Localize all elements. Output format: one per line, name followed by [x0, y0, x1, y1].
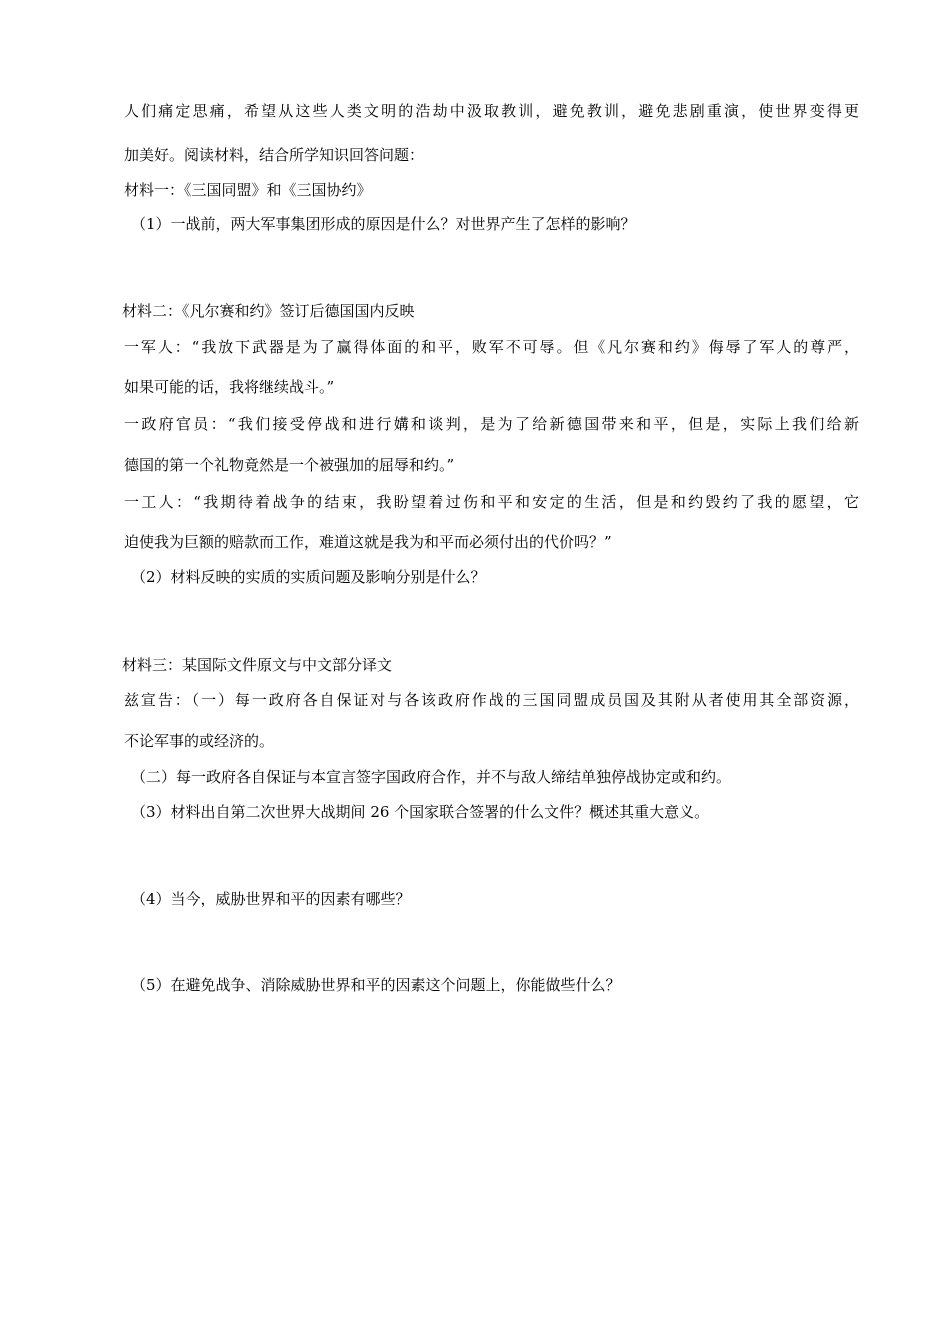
- declaration-clause-2: （二）每一政府各自保证与本宣言签字国政府合作，并不与敌人缔结单独停战协定或和约。: [131, 768, 732, 786]
- material-3-title: 材料三：某国际文件原文与中文部分译文: [122, 656, 393, 674]
- material-2-title: 材料二：《凡尔赛和约》签订后德国国内反映: [122, 302, 415, 320]
- soldier-quote: 一军人：“我放下武器是为了赢得体面的和平，败军不可辱。但《凡尔赛和约》侮辱了军人的尊严，: [124, 338, 859, 356]
- worker-quote-cont: 迫使我为巨额的赔款而工作，难道这就是我为和平而必须付出的代价吗？”: [124, 533, 612, 551]
- question-5: （5）在避免战争、消除威胁世界和平的因素这个问题上，你能做些什么？: [131, 976, 621, 994]
- official-quote-cont: 德国的第一个礼物竟然是一个被强加的屈辱和约。”: [124, 456, 455, 474]
- soldier-quote-cont: 如果可能的话，我将继续战斗。”: [124, 378, 335, 396]
- question-2: （2）材料反映的实质的实质问题及影响分别是什么？: [131, 568, 486, 586]
- official-quote: 一政府官员：“我们接受停战和进行媾和谈判，是为了给新德国带来和平，但是，实际上我们给新: [124, 415, 859, 433]
- intro-text: 人们痛定思痛，希望从这些人类文明的浩劫中汲取教训，避免教训，避免悲剧重演，使世界变得更: [124, 102, 859, 120]
- declaration-text-cont: 不论军事的或经济的。: [124, 732, 275, 750]
- question-1: （1）一战前，两大军事集团形成的原因是什么？对世界产生了怎样的影响？: [131, 215, 636, 233]
- question-4: （4）当今，威胁世界和平的因素有哪些？: [131, 890, 411, 908]
- intro-text-cont: 加美好。阅读材料，结合所学知识回答问题：: [124, 146, 425, 164]
- question-3: （3）材料出自第二次世界大战期间 26 个国家联合签署的什么文件？概述其重大意义。: [131, 803, 710, 821]
- declaration-text: 兹宣告：（一）每一政府各自保证对与各该政府作战的三国同盟成员国及其附从者使用其全部资源，: [124, 691, 859, 709]
- material-1-title: 材料一：《三国同盟》和《三国协约》: [124, 181, 372, 199]
- worker-quote: 一工人：“我期待着战争的结束，我盼望着过伤和平和安定的生活，但是和约毁约了我的愿望，它: [124, 493, 859, 511]
